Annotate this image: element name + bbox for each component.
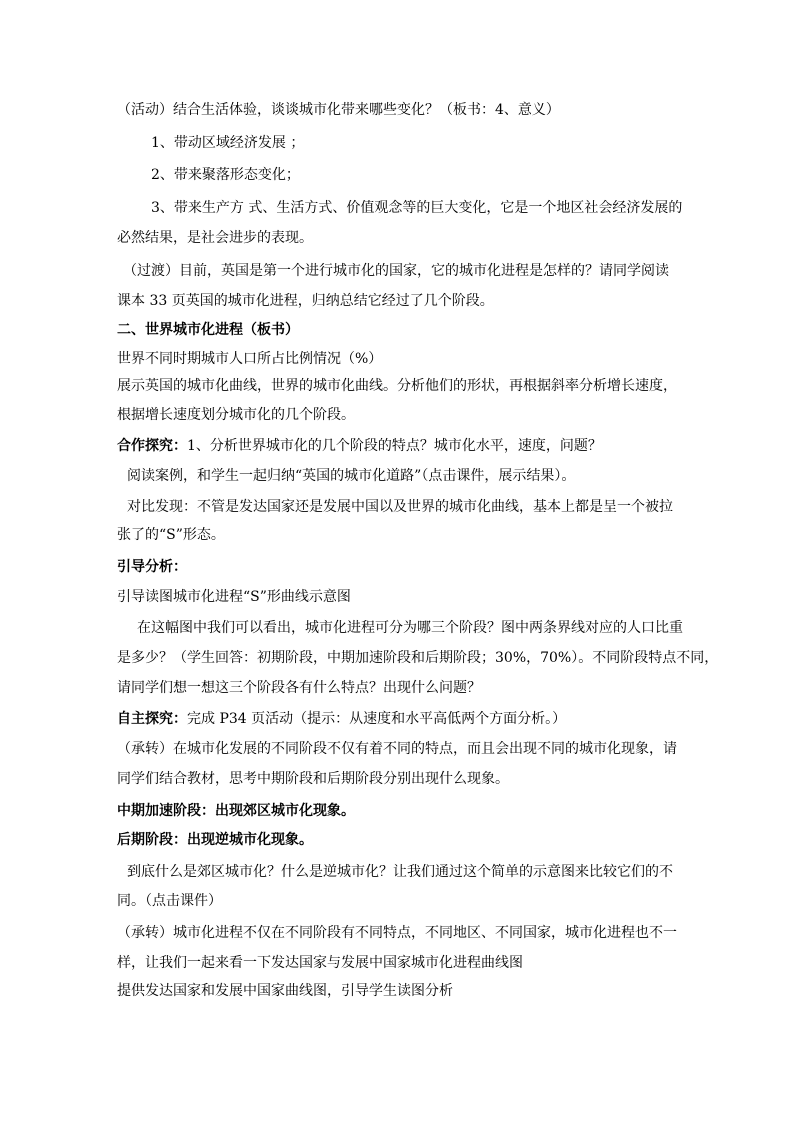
curve-paragraph: 展示英国的城市化曲线，世界的城市化曲线。分析他们的形状，再根据斜率分析增长速度， [117, 378, 677, 394]
meaning-item-1: 1、带动区域经济发展 ； [151, 135, 305, 151]
suburbanization-paragraph: 到底什么是郊区城市化？什么是逆城市化？让我们通过这个简单的示意图来比较它们的不 [127, 864, 673, 880]
self-inquiry-text: 完成 P34 页活动（提示：从速度和水平高低两个方面分析。） [187, 711, 567, 727]
case-reading: 阅读案例，和学生一起归纳“英国的城市化道路”（点击课件，展示结果）。 [127, 468, 576, 484]
meaning-item-2: 2、带来聚落形态变化； [151, 167, 300, 183]
transition-3-cont: 样，让我们一起来看一下发达国家与发展中国家城市化进程曲线图 [117, 955, 523, 971]
comparison-finding-cont: 张了的“S”形态。 [117, 527, 225, 543]
table-caption: 世界不同时期城市人口所占比例情况（%） [117, 351, 383, 367]
meaning-item-3: 3、带来生产方 式、生活方式、价值观念等的巨大变化，它是一个地区社会经济发展的 [151, 200, 683, 216]
transition-paragraph-cont: 课本 33 页英国的城市化进程，归纳总结它经过了几个阶段。 [117, 293, 494, 309]
transition-2-cont: 同学们结合教材，思考中期阶段和后期阶段分别出现什么现象。 [117, 771, 509, 787]
transition-3: （承转）城市化进程不仅在不同阶段有不同特点，不同地区、不同国家，城市化进程也不一 [117, 925, 677, 941]
mid-stage-heading: 中期加速阶段：出现郊区城市化现象。 [117, 803, 355, 819]
activity-question: （活动）结合生活体验，谈谈城市化带来哪些变化？（板书：4、意义） [117, 102, 560, 118]
stage-paragraph-cont-2: 请同学们想一想这三个阶段各有什么特点？出现什么问题？ [117, 680, 481, 696]
cooperative-inquiry [117, 436, 602, 456]
self-inquiry-label: 自主探究： [117, 711, 187, 727]
s-curve-caption: 引导读图城市化进程“S”形曲线示意图 [117, 589, 351, 605]
self-inquiry [117, 709, 566, 729]
transition-paragraph: （过渡）目前，英国是第一个进行城市化的国家，它的城市化进程是怎样的？请同学阅读 [123, 263, 669, 279]
guided-analysis-heading: 引导分析： [117, 559, 187, 575]
transition-2: （承转）在城市化发展的不同阶段不仅有着不同的特点，而且会出现不同的城市化现象，请 [117, 741, 677, 757]
curve-paragraph-cont: 根据增长速度划分城市化的几个阶段。 [117, 407, 355, 423]
cooperative-inquiry-label: 合作探究： [117, 438, 187, 454]
cooperative-inquiry-text: 1、分析世界城市化的几个阶段的特点？城市化水平，速度，问题？ [187, 438, 602, 454]
comparison-finding: 对比发现：不管是发达国家还是发展中国以及世界的城市化曲线，基本上都是呈一个被拉 [127, 499, 673, 515]
stage-paragraph-cont-1: 是多少？（学生回答：初期阶段，中期加速阶段和后期阶段；30%，70%）。不同阶段特点不同， [117, 650, 719, 666]
late-stage-heading: 后期阶段：出现逆城市化现象。 [117, 832, 313, 848]
meaning-item-3-cont: 必然结果，是社会进步的表现。 [117, 230, 313, 246]
section-heading: 二、世界城市化进程（板书） [117, 322, 299, 338]
stage-paragraph: 在这幅图中我们可以看出，城市化进程可分为哪三个阶段？图中两条界线对应的人口比重 [137, 620, 683, 636]
closing-line: 提供发达国家和发展中国家曲线图，引导学生读图分析 [117, 983, 453, 999]
suburbanization-paragraph-cont: 同。（点击课件） [117, 893, 222, 909]
